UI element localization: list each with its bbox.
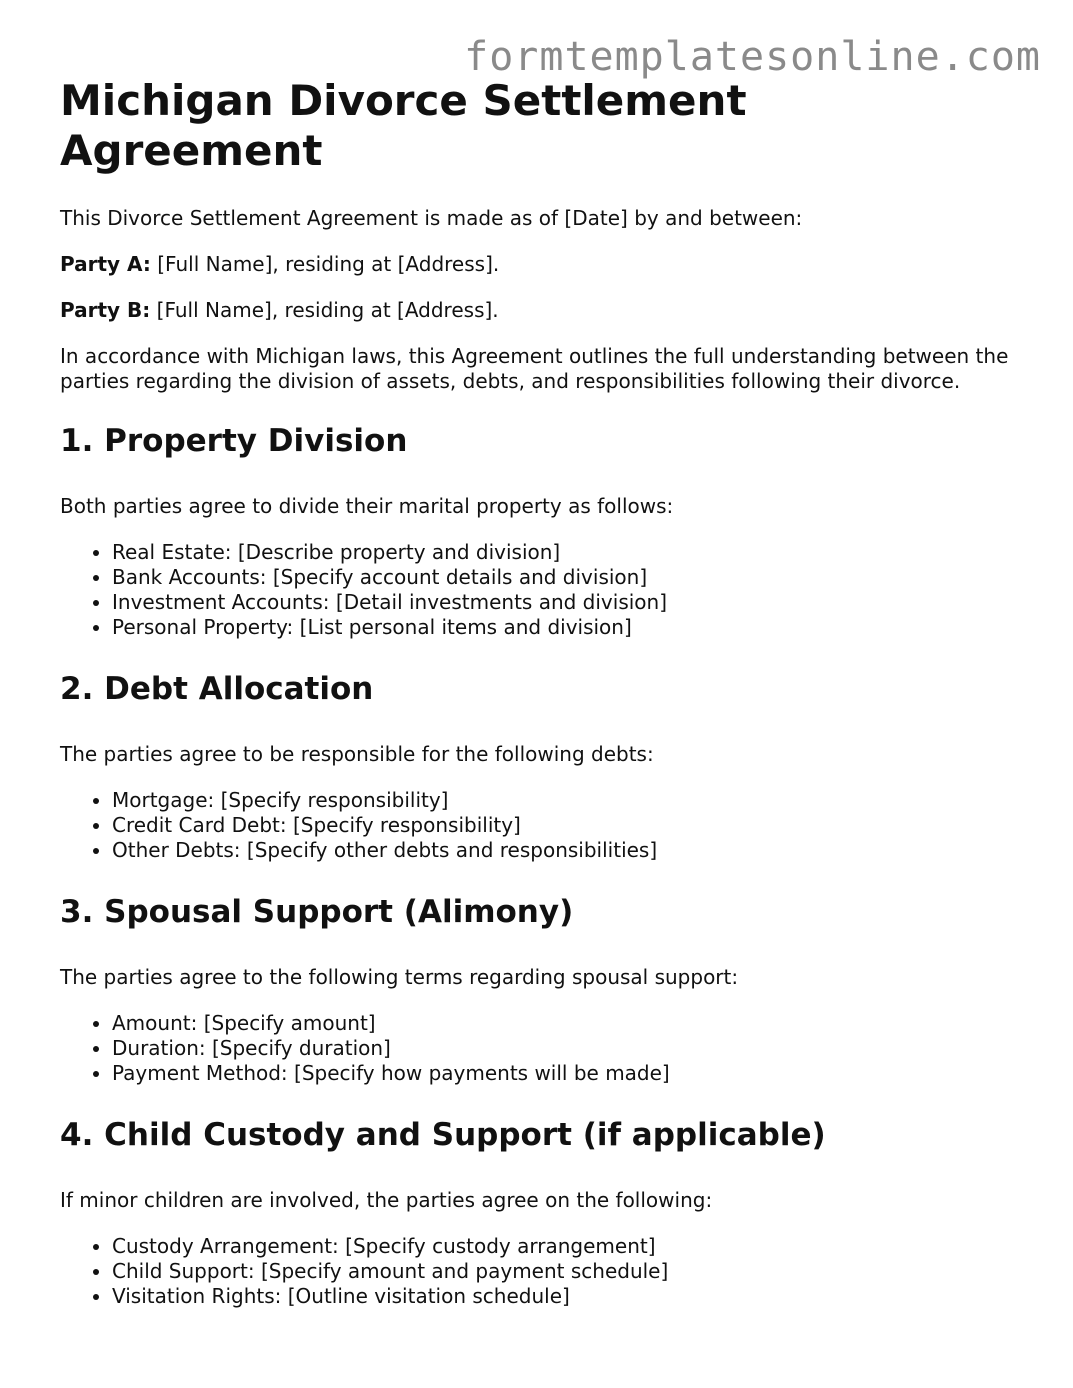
party-b-line bbox=[60, 298, 1020, 323]
section-heading: 3. Spousal Support (Alimony) bbox=[60, 894, 574, 930]
party-a-line bbox=[60, 252, 1020, 277]
party-b-text: [Full Name], residing at [Address]. bbox=[150, 298, 499, 322]
section-list bbox=[60, 540, 1020, 640]
section-list bbox=[60, 1011, 1020, 1086]
list-item: • Amount: [Specify amount] bbox=[112, 1011, 1020, 1036]
section-debt-allocation bbox=[60, 670, 1020, 863]
list-item: • Other Debts: [Specify other debts and responsibilities] bbox=[112, 838, 1020, 863]
list-item: • Personal Property: [List personal items and division] bbox=[112, 615, 1020, 640]
section-list bbox=[60, 1234, 1020, 1309]
section-list bbox=[60, 788, 1020, 863]
section-lead: Both parties agree to divide their marital property as follows: bbox=[60, 494, 674, 518]
list-item: • Payment Method: [Specify how payments will be made] bbox=[112, 1061, 1020, 1086]
list-item: • Custody Arrangement: [Specify custody arrangement] bbox=[112, 1234, 1020, 1259]
section-property-division bbox=[60, 422, 1020, 640]
section-heading: 2. Debt Allocation bbox=[60, 671, 374, 707]
intro-paragraph: This Divorce Settlement Agreement is made as of [Date] by and between: bbox=[60, 206, 803, 230]
party-a-text: [Full Name], residing at [Address]. bbox=[150, 252, 500, 276]
watermark: formtemplatesonline.com bbox=[464, 34, 1041, 80]
list-item: • Credit Card Debt: [Specify responsibility] bbox=[112, 813, 1020, 838]
section-heading: 4. Child Custody and Support (if applicable) bbox=[60, 1117, 826, 1153]
list-item: • Child Support: [Specify amount and payment schedule] bbox=[112, 1259, 1020, 1284]
document-page bbox=[60, 76, 1020, 1339]
section-child-custody bbox=[60, 1116, 1020, 1309]
list-item: • Visitation Rights: [Outline visitation schedule] bbox=[112, 1284, 1020, 1309]
list-item: • Bank Accounts: [Specify account details and division] bbox=[112, 565, 1020, 590]
section-spousal-support bbox=[60, 893, 1020, 1086]
section-heading: 1. Property Division bbox=[60, 423, 408, 459]
document-title: Michigan Divorce Settlement Agreement bbox=[60, 76, 747, 175]
list-item: • Real Estate: [Describe property and division] bbox=[112, 540, 1020, 565]
party-a-label: Party A: bbox=[60, 252, 151, 276]
section-lead: If minor children are involved, the parties agree on the following: bbox=[60, 1188, 713, 1212]
party-b-label: Party B: bbox=[60, 298, 151, 322]
list-item: • Mortgage: [Specify responsibility] bbox=[112, 788, 1020, 813]
preamble-paragraph: In accordance with Michigan laws, this Agreement outlines the full understanding between the parties regarding the division of assets, debts, and responsibilities following their divorce. bbox=[60, 344, 1009, 393]
list-item: • Investment Accounts: [Detail investments and division] bbox=[112, 590, 1020, 615]
section-lead: The parties agree to be responsible for the following debts: bbox=[60, 742, 654, 766]
section-lead: The parties agree to the following terms regarding spousal support: bbox=[60, 965, 739, 989]
list-item: • Duration: [Specify duration] bbox=[112, 1036, 1020, 1061]
